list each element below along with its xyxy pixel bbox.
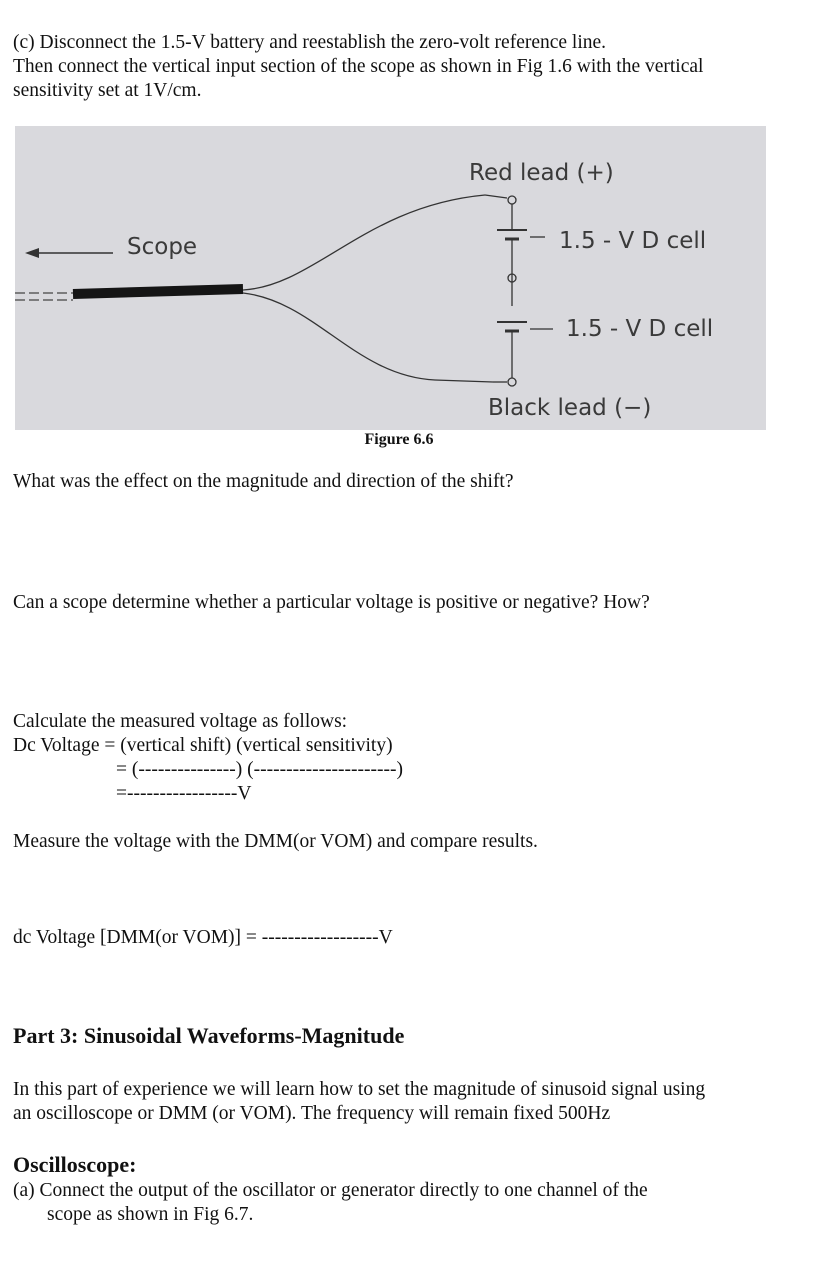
calc-result: =-----------------V xyxy=(116,783,252,804)
calc-intro: Calculate the measured voltage as follows: xyxy=(13,711,348,732)
dmm-voltage-line: dc Voltage [DMM(or VOM)] = ------------------V xyxy=(13,927,393,948)
question-shift-effect: What was the effect on the magnitude and direction of the shift? xyxy=(13,471,514,492)
calc-formula: Dc Voltage = (vertical shift) (vertical sensitivity) xyxy=(13,735,393,756)
probe-cable xyxy=(73,289,243,294)
figure-caption: Figure 6.6 xyxy=(364,431,434,448)
figure-6-6-photo xyxy=(15,126,766,430)
part3-heading: Part 3: Sinusoidal Waveforms-Magnitude xyxy=(13,1023,405,1048)
cell-bottom-label: 1.5 - V D cell xyxy=(566,316,714,342)
oscilloscope-heading: Oscilloscope: xyxy=(13,1152,137,1177)
step-c-line-3: sensitivity set at 1V/cm. xyxy=(13,80,202,101)
calc-blanks: = (---------------) (----------------------) xyxy=(116,759,403,780)
cell-top-label: 1.5 - V D cell xyxy=(559,228,707,254)
part3-para-line-1: In this part of experience we will learn how to set the magnitude of sinusoid signal using xyxy=(13,1079,706,1100)
question-polarity: Can a scope determine whether a particular voltage is positive or negative? How? xyxy=(13,592,650,613)
part3-para-line-2: an oscilloscope or DMM (or VOM). The frequency will remain fixed 500Hz xyxy=(13,1103,611,1124)
scope-label: Scope xyxy=(127,234,198,260)
osc-item-a-line-1: (a) Connect the output of the oscillator or generator directly to one channel of the xyxy=(13,1180,648,1201)
step-c-line-1: (c) Disconnect the 1.5-V battery and reestablish the zero-volt reference line. xyxy=(13,32,607,53)
red-lead-label: Red lead (+) xyxy=(469,160,614,186)
black-lead-label: Black lead (−) xyxy=(488,395,652,421)
step-c-line-2: Then connect the vertical input section of the scope as shown in Fig 1.6 with the vertical xyxy=(13,56,704,77)
osc-item-a-line-2: scope as shown in Fig 6.7. xyxy=(47,1204,254,1225)
measure-instruction: Measure the voltage with the DMM(or VOM) and compare results. xyxy=(13,831,538,852)
figure-background xyxy=(15,126,766,430)
